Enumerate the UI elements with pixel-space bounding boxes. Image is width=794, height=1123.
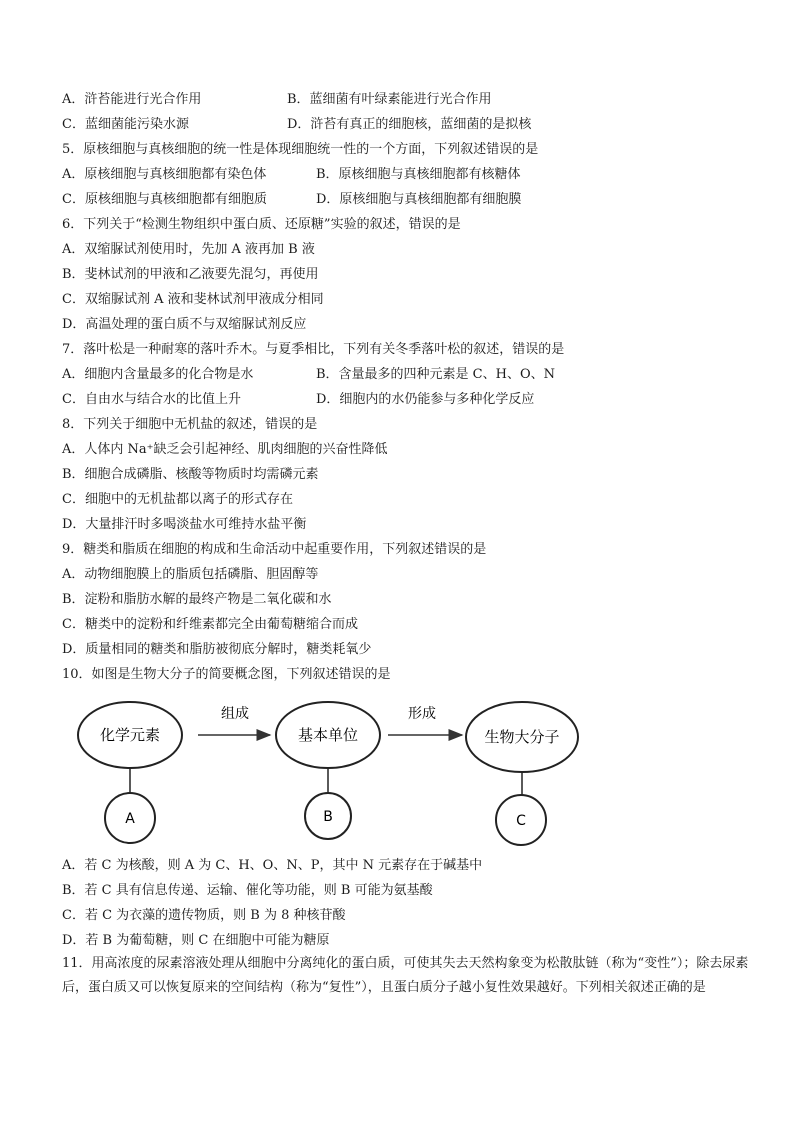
q5-option-b: B．原核细胞与真核细胞都有核糖体 xyxy=(316,167,521,182)
node-chemical-elements-label: 化学元素 xyxy=(99,726,161,744)
q9-option-c: C．糖类中的淀粉和纤维素都完全由葡萄糖缩合而成 xyxy=(62,617,358,632)
q5-option-d: D．原核细胞与真核细胞都有细胞膜 xyxy=(316,192,522,207)
node-b-label: B xyxy=(323,809,333,825)
q8-option-b: B．细胞合成磷脂、核酸等物质时均需磷元素 xyxy=(62,467,319,482)
q9-option-b: B．淀粉和脂肪水解的最终产物是二氧化碳和水 xyxy=(62,592,332,607)
q6-option-c: C．双缩脲试剂 A 液和斐林试剂甲液成分相同 xyxy=(62,292,324,307)
arrow-compose-label: 组成 xyxy=(221,706,249,722)
q6-stem: 6．下列关于“检测生物组织中蛋白质、还原糖”实验的叙述，错误的是 xyxy=(62,217,461,232)
q4-option-a: A．浒苔能进行光合作用 xyxy=(62,92,202,107)
q5-option-a: A．原核细胞与真核细胞都有染色体 xyxy=(62,167,267,182)
q9-option-a: A．动物细胞膜上的脂质包括磷脂、胆固醇等 xyxy=(62,567,319,582)
q6-option-a: A．双缩脲试剂使用时，先加 A 液再加 B 液 xyxy=(62,242,315,257)
node-biomacromolecule-label: 生物大分子 xyxy=(484,728,560,746)
node-basic-unit-label: 基本单位 xyxy=(297,726,359,744)
q10-option-b: B．若 C 具有信息传递、运输、催化等功能，则 B 可能为氨基酸 xyxy=(62,883,433,898)
q4-option-b: B．蓝细菌有叶绿素能进行光合作用 xyxy=(287,92,492,107)
q8-option-c: C．细胞中的无机盐都以离子的形式存在 xyxy=(62,492,293,507)
q8-option-a: A．人体内 Na⁺缺乏会引起神经、肌肉细胞的兴奋性降低 xyxy=(62,442,388,457)
q6-option-d: D．高温处理的蛋白质不与双缩脲试剂反应 xyxy=(62,317,307,332)
q4-option-d: D．浒苔有真正的细胞核，蓝细菌的是拟核 xyxy=(287,117,532,132)
q5-option-c: C．原核细胞与真核细胞都有细胞质 xyxy=(62,192,267,207)
q6-option-b: B．斐林试剂的甲液和乙液要先混匀，再使用 xyxy=(62,267,319,282)
node-a-label: A xyxy=(125,811,135,827)
q7-option-d: D．细胞内的水仍能参与多种化学反应 xyxy=(316,392,535,407)
q10-stem: 10．如图是生物大分子的简要概念图，下列叙述错误的是 xyxy=(62,667,391,682)
q10-option-a: A．若 C 为核酸，则 A 为 C、H、O、N、P，其中 N 元素存在于碱基中 xyxy=(62,858,483,873)
q7-stem: 7．落叶松是一种耐寒的落叶乔木。与夏季相比，下列有关冬季落叶松的叙述，错误的是 xyxy=(62,342,565,357)
q7-option-c: C．自由水与结合水的比值上升 xyxy=(62,392,241,407)
arrow-form-label: 形成 xyxy=(408,706,436,722)
q7-option-a: A．细胞内含量最多的化合物是水 xyxy=(62,367,254,382)
q9-option-d: D．质量相同的糖类和脂肪被彻底分解时，糖类耗氧少 xyxy=(62,642,372,657)
node-c-label: C xyxy=(516,813,526,829)
q8-stem: 8．下列关于细胞中无机盐的叙述，错误的是 xyxy=(62,417,318,432)
q5-stem: 5．原核细胞与真核细胞的统一性是体现细胞统一性的一个方面，下列叙述错误的是 xyxy=(62,142,539,157)
concept-diagram xyxy=(60,692,580,852)
q10-option-c: C．若 C 为衣藻的遗传物质，则 B 为 8 种核苷酸 xyxy=(62,908,346,923)
q8-option-d: D．大量排汗时多喝淡盐水可维持水盐平衡 xyxy=(62,517,307,532)
q9-stem: 9．糖类和脂质在细胞的构成和生命活动中起重要作用，下列叙述错误的是 xyxy=(62,542,487,557)
q11-stem: 11．用高浓度的尿素溶液处理从细胞中分离纯化的蛋白质，可使其失去天然构象变为松散肽链（称为“变性”）；除去尿素后，蛋白质又可以恢复原来的空间结构（称为“复性”），且蛋白质分子越小复性效果越好。下列相关叙述正确的是 xyxy=(62,956,749,995)
q10-option-d: D．若 B 为葡萄糖，则 C 在细胞中可能为糖原 xyxy=(62,933,330,948)
q4-option-c: C．蓝细菌能污染水源 xyxy=(62,117,189,132)
q7-option-b: B．含量最多的四种元素是 C、H、O、N xyxy=(316,367,556,382)
